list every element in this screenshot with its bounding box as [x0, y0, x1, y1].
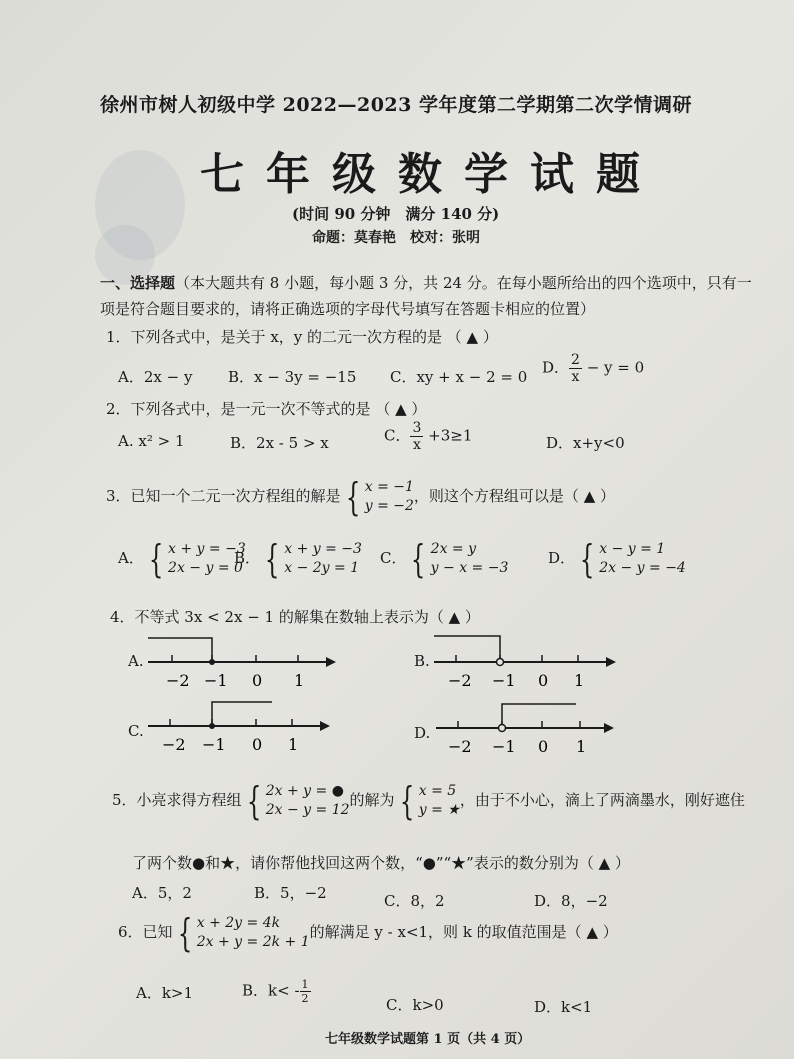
- q3-c-eq1: 2x = y: [430, 541, 477, 557]
- tick-label: 1: [576, 737, 587, 756]
- q3-a-eq1: x + y = −3: [168, 541, 246, 557]
- q6-stem-a: 6．已知: [118, 923, 173, 941]
- q4-option-c-label: C.: [128, 722, 144, 740]
- tick-label: 0: [538, 671, 549, 690]
- tick-label: −2: [166, 671, 190, 690]
- section-instructions: [100, 270, 760, 322]
- tick-label: −1: [202, 735, 226, 754]
- q3-a-label: A．: [118, 549, 144, 567]
- brace: {: [399, 779, 414, 823]
- q5-stem: [112, 779, 745, 823]
- q5-stem-c: ，由于不小心，滴上了两滴墨水，刚好遮住: [459, 791, 745, 809]
- tick-label: −2: [162, 735, 186, 754]
- q6-option-a: A．k>1: [136, 984, 194, 1002]
- q6-system: [197, 914, 310, 952]
- q1-option-a: A．2x − y: [118, 368, 193, 386]
- brace: {: [411, 537, 426, 581]
- q3-option-d: [548, 537, 686, 581]
- tick-label: 0: [252, 735, 263, 754]
- q3-d-eq2: 2x − y = −4: [599, 560, 686, 576]
- q5-option-c: C．8，2: [384, 892, 445, 910]
- q3-brace: {: [345, 475, 360, 519]
- tick-label: −2: [448, 737, 472, 756]
- q4-stem: 4．不等式 3x < 2x − 1 的解集在数轴上表示为（ ▲ ）: [110, 608, 480, 626]
- q5-eq1: 2x + y = ●: [265, 783, 344, 799]
- q3-option-a: [118, 537, 246, 581]
- q6-b-fraction: [300, 978, 311, 1005]
- q2-option-c: [384, 420, 472, 453]
- section-description: （本大题共有 8 小题，每小题 3 分，共 24 分。在每小题所给出的四个选项中，只有一项是符合题目要求的，请将正确选项的字母代号填写在答题卡相应的位置）: [100, 274, 752, 318]
- q1-option-d: [542, 352, 644, 385]
- q3-option-b: [234, 537, 362, 581]
- tick-label: 1: [288, 735, 299, 754]
- q1-d-rest: − y = 0: [581, 358, 645, 377]
- q5-option-b: B．5，−2: [254, 884, 327, 902]
- q5-stem-b: 的解为: [349, 791, 395, 809]
- q1-d-label: D．: [542, 358, 570, 377]
- q5-solution: [419, 782, 460, 820]
- q6-option-c: C．k>0: [386, 996, 444, 1014]
- q4-option-b-label: B.: [414, 652, 430, 670]
- q3-c-eq2: y − x = −3: [430, 560, 509, 576]
- school-title: 徐州市树人初级中学 2022—2023 学年度第二学期第二次学情调研: [100, 94, 692, 116]
- q6-option-b: [242, 978, 311, 1005]
- q3-c-system: [431, 540, 509, 578]
- q5-stem-cont: 了两个数●和★，请你帮他找回这两个数，“●”“★”表示的数分别为（ ▲ ）: [132, 854, 630, 872]
- q3-sol-y: y = −2: [364, 498, 414, 514]
- q5-system: [266, 782, 350, 820]
- section-heading: 一、选择题: [100, 274, 176, 292]
- tick-label: 0: [252, 671, 263, 690]
- brace: {: [264, 537, 280, 581]
- q5-stem-a: 5．小亮求得方程组: [112, 791, 242, 809]
- q4-number-line-c: [148, 700, 338, 758]
- q1-stem: 1．下列各式中，是关于 x，y 的二元一次方程的是 （ ▲ ）: [106, 328, 498, 346]
- exam-title: 七年级数学试题: [200, 149, 662, 200]
- q2-c-label: C．: [384, 426, 411, 445]
- q6-eq1: x + 2y = 4k: [196, 915, 281, 931]
- q6-b-label: B．k< -: [242, 981, 300, 1000]
- q1-d-fraction: [569, 352, 582, 385]
- q2-stem: 2．下列各式中，是一元一次不等式的是 （ ▲ ）: [106, 400, 427, 418]
- q2-c-rest: +3≥1: [423, 426, 473, 445]
- q3-a-eq2: 2x − y = 0: [168, 560, 243, 576]
- tick-label: −1: [492, 737, 516, 756]
- q5-sol-x: x = 5: [418, 783, 457, 799]
- q4-number-line-d: [436, 700, 626, 760]
- q5-sol-y: y = ★: [418, 802, 460, 818]
- q1-option-c: C．xy + x − 2 = 0: [390, 368, 528, 386]
- q2-c-fraction: [410, 420, 423, 453]
- brace: {: [579, 537, 595, 581]
- q4-option-d-label: D.: [414, 724, 431, 742]
- tick-label: 1: [574, 671, 585, 690]
- brace: {: [177, 911, 192, 955]
- q2-c-num: 3: [412, 420, 422, 436]
- q2-option-b: B．2x - 5 > x: [230, 434, 329, 452]
- page-footer: 七年级数学试题第 1 页（共 4 页）: [325, 1032, 531, 1047]
- q6-b-num: 1: [301, 978, 309, 991]
- q2-option-a: A. x² > 1: [118, 432, 185, 450]
- tick-label: −1: [492, 671, 516, 690]
- q6-eq2: 2x + y = 2k + 1: [196, 934, 310, 950]
- q5-eq2: 2x − y = 12: [265, 802, 350, 818]
- q6-b-den: 2: [301, 992, 309, 1005]
- q3-d-system: [599, 540, 686, 578]
- q4-option-a-label: A.: [128, 652, 144, 670]
- q3-b-eq1: x + y = −3: [284, 541, 362, 557]
- tick-label: −2: [448, 671, 472, 690]
- q3-option-c: [380, 537, 509, 581]
- brace: {: [246, 779, 261, 823]
- q6-option-d: D．k<1: [534, 998, 593, 1016]
- q3-stem: [106, 475, 615, 519]
- tick-label: 0: [538, 737, 549, 756]
- q3-d-eq1: x − y = 1: [599, 541, 666, 557]
- q6-stem-b: 的解满足 y - x<1，则 k 的取值范围是（ ▲ ）: [309, 923, 618, 941]
- q3-stem-a: 3．已知一个二元一次方程组的解是: [106, 487, 341, 505]
- exam-authors: 命题：莫春艳 校对：张明: [312, 230, 480, 246]
- q4-number-line-b: [434, 630, 624, 700]
- q3-stem-b: ，则这个方程组可以是（ ▲ ）: [413, 487, 615, 505]
- q6-stem: [118, 911, 618, 955]
- brace: {: [148, 537, 164, 581]
- q3-d-label: D．: [548, 549, 576, 567]
- q3-b-system: [284, 540, 362, 578]
- q5-option-a: A．5，2: [132, 884, 192, 902]
- q2-c-den: x: [412, 437, 421, 453]
- q4-number-line-a: [148, 630, 338, 700]
- q2-option-d: D．x+y<0: [546, 434, 625, 452]
- q1-d-num: 2: [571, 352, 580, 368]
- q5-option-d: D．8，−2: [534, 892, 608, 910]
- q1-d-den: x: [571, 369, 580, 385]
- q3-c-label: C．: [380, 549, 407, 567]
- q3-b-eq2: x − 2y = 1: [284, 560, 360, 576]
- q3-b-label: B．: [234, 549, 261, 567]
- exam-time-info: (时间 90 分钟 满分 140 分): [292, 205, 500, 223]
- q1-option-b: B．x − 3y = −15: [228, 368, 357, 386]
- q3-sol-x: x = −1: [364, 479, 414, 495]
- q3-solution: [365, 478, 414, 516]
- tick-label: 1: [294, 671, 305, 690]
- tick-label: −1: [204, 671, 228, 690]
